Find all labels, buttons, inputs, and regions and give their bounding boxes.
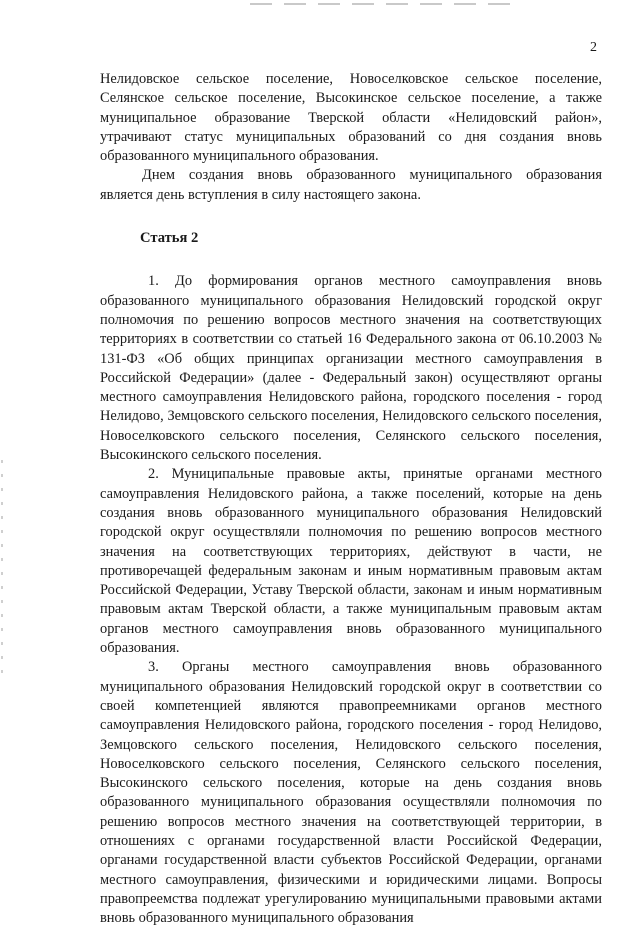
scan-artifact-top — [250, 3, 520, 5]
article-heading: Статья 2 — [140, 230, 199, 247]
intro-paragraph: Днем создания вновь образованного муниципального образования является день вступления в силу настоящего закона. — [100, 167, 602, 203]
document-body — [100, 70, 602, 928]
article-item: 2. Муниципальные правовые акты, принятые органами местного самоуправления Нелидовского района, а также поселений, которые на день создания вновь образованного муниципального образования Нелидовский городской округ осуществляли полномочия по решению вопросов местного значения на соответствующих территориях, действуют в части, не противоречащей федеральным законам и иным нормативным правовым актам Российской Федерации, Уставу Тверской области, законам и иным нормативным правовым актам Тверской области, а также муниципальным правовым актам органов местного самоуправления вновь образованного муниципального образования. — [100, 466, 602, 657]
intro-paragraph: Нелидовское сельское поселение, Новоселковское сельское поселение, Селянское сельское поселение, Высокинское сельское поселение, а также муниципальное образование Тверской области «Нелидовский район», утрачивают статус муниципальных образований со дня создания вновь образованного муниципального образования. — [100, 71, 602, 165]
article-item: 3. Органы местного самоуправления вновь образованного муниципального образования Нелидовский городской округ в соответствии со своей компетенцией являются правопреемниками органов местного самоуправления Нелидовского района, городского поселения - город Нелидово, Земцовского сельского поселения, Нелидовского сельского поселения, Новоселковского сельского поселения, Селянского сельского поселения, Высокинского сельского поселения, которые на день создания вновь образованного муниципального образования осуществляли полномочия по решению вопросов местного значения на соответствующей территории, в отношениях с органами государственной власти Российской Федерации, органами государственной власти субъектов Российской Федерации, органами местного самоуправления, физическими и юридическими лицами. Вопросы правопреемства подлежат урегулированию муниципальными правовыми актами вновь образованного муниципального образования — [100, 659, 602, 927]
page-number: 2 — [590, 40, 597, 55]
scan-artifact-left — [1, 460, 3, 680]
article-item: 1. До формирования органов местного самоуправления вновь образованного муниципального образования Нелидовский городской округ полномочия по решению вопросов местного значения на соответствующих территориях в соответствии со статьей 16 Федерального закона от 06.10.2003 № 131-ФЗ «Об общих принципах организации местного самоуправления в Российской Федерации» (далее - Федеральный закон) осуществляют органы местного самоуправления Нелидовского района, городского поселения - город Нелидово, Земцовского сельского поселения, Нелидовского сельского поселения, Новоселковского сельского поселения, Селянского сельского поселения, Высокинского сельского поселения. — [100, 273, 602, 464]
